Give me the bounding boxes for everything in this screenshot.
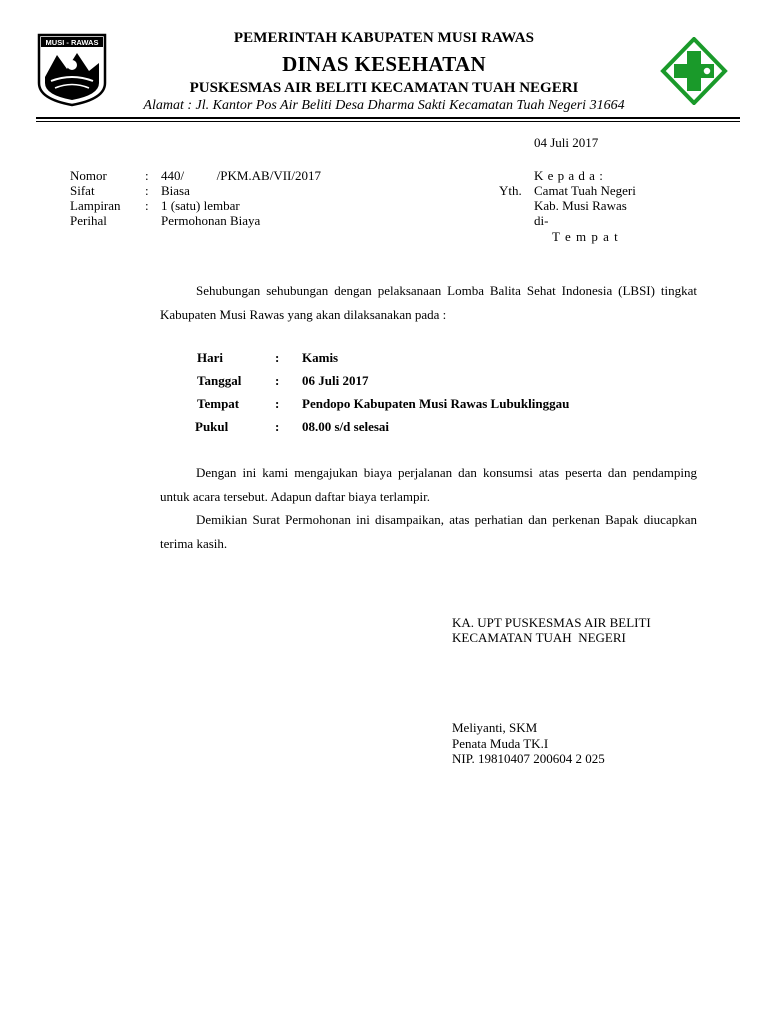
letterhead-rule-thick <box>36 117 740 119</box>
event-colon: : <box>275 396 280 411</box>
event-value-tanggal: 06 Juli 2017 <box>302 373 369 388</box>
event-value-pukul: 08.00 s/d selesai <box>302 419 390 434</box>
recipient-region: Kab. Musi Rawas <box>534 198 627 213</box>
event-label-tempat: Tempat <box>197 396 240 411</box>
meta-value-sifat: Biasa <box>161 183 190 198</box>
meta-label-perihal: Perihal <box>70 213 107 228</box>
recipient-di: di- <box>534 213 549 228</box>
meta-value-lampiran: 1 (satu) lembar <box>161 198 240 213</box>
meta-label-lampiran: Lampiran <box>70 198 121 213</box>
event-colon: : <box>275 373 280 388</box>
recipient-yth: Yth. <box>499 183 522 198</box>
event-colon: : <box>275 419 280 434</box>
event-colon: : <box>275 350 280 365</box>
body-paragraph-1: Sehubungan sehubungan dengan pelaksanaan Lomba Balita Sehat Indonesia (LBSI) tingkat Kabupaten Musi Rawas yang akan dilaksanakan pada : <box>160 283 697 322</box>
event-label-pukul: Pukul <box>195 419 229 434</box>
signatory-nip: NIP. 19810407 200604 2 025 <box>452 751 605 766</box>
meta-colon: : <box>145 168 149 183</box>
body-paragraph-2: Dengan ini kami mengajukan biaya perjalanan dan konsumsi atas peserta dan pendamping untuk acara tersebut. Adapun daftar biaya terlampir. <box>160 465 697 504</box>
recipient-name: Camat Tuah Negeri <box>534 183 636 198</box>
recipient-tempat: T e m p a t <box>552 229 619 244</box>
meta-label-sifat: Sifat <box>70 183 95 198</box>
signature-title-line-1: KA. UPT PUSKESMAS AIR BELITI <box>452 615 651 630</box>
meta-colon: : <box>145 198 149 213</box>
recipient-kepada: K e p a d a : <box>534 168 604 183</box>
crest-banner-text: MUSI - RAWAS <box>45 38 99 47</box>
unit-heading: PUSKESMAS AIR BELITI KECAMATAN TUAH NEGERI <box>189 80 579 96</box>
puskesmas-cross-logo <box>659 37 729 105</box>
government-heading: PEMERINTAH KABUPATEN MUSI RAWAS <box>233 30 535 46</box>
meta-value-perihal: Permohonan Biaya <box>161 213 261 228</box>
meta-colon: : <box>145 183 149 198</box>
event-label-hari: Hari <box>197 350 223 365</box>
signatory-rank: Penata Muda TK.I <box>452 736 549 751</box>
department-heading: DINAS KESEHATAN <box>282 52 486 76</box>
meta-value-nomor: 440/ /PKM.AB/VII/2017 <box>161 168 321 183</box>
letterhead-rule-thin <box>36 121 740 122</box>
event-value-tempat: Pendopo Kabupaten Musi Rawas Lubuklinggau <box>302 396 570 411</box>
event-value-hari: Kamis <box>302 350 339 365</box>
event-label-tanggal: Tanggal <box>197 373 242 388</box>
letter-date: 04 Juli 2017 <box>534 135 599 150</box>
meta-label-nomor: Nomor <box>70 168 107 183</box>
signature-title-line-2: KECAMATAN TUAH NEGERI <box>452 630 626 645</box>
signatory-name: Meliyanti, SKM <box>452 720 538 735</box>
body-paragraph-3: Demikian Surat Permohonan ini disampaikan, atas perhatian dan perkenan Bapak diucapkan terima kasih. <box>160 512 697 551</box>
office-address: Alamat : Jl. Kantor Pos Air Beliti Desa Dharma Sakti Kecamatan Tuah Negeri 31664 <box>143 98 625 113</box>
